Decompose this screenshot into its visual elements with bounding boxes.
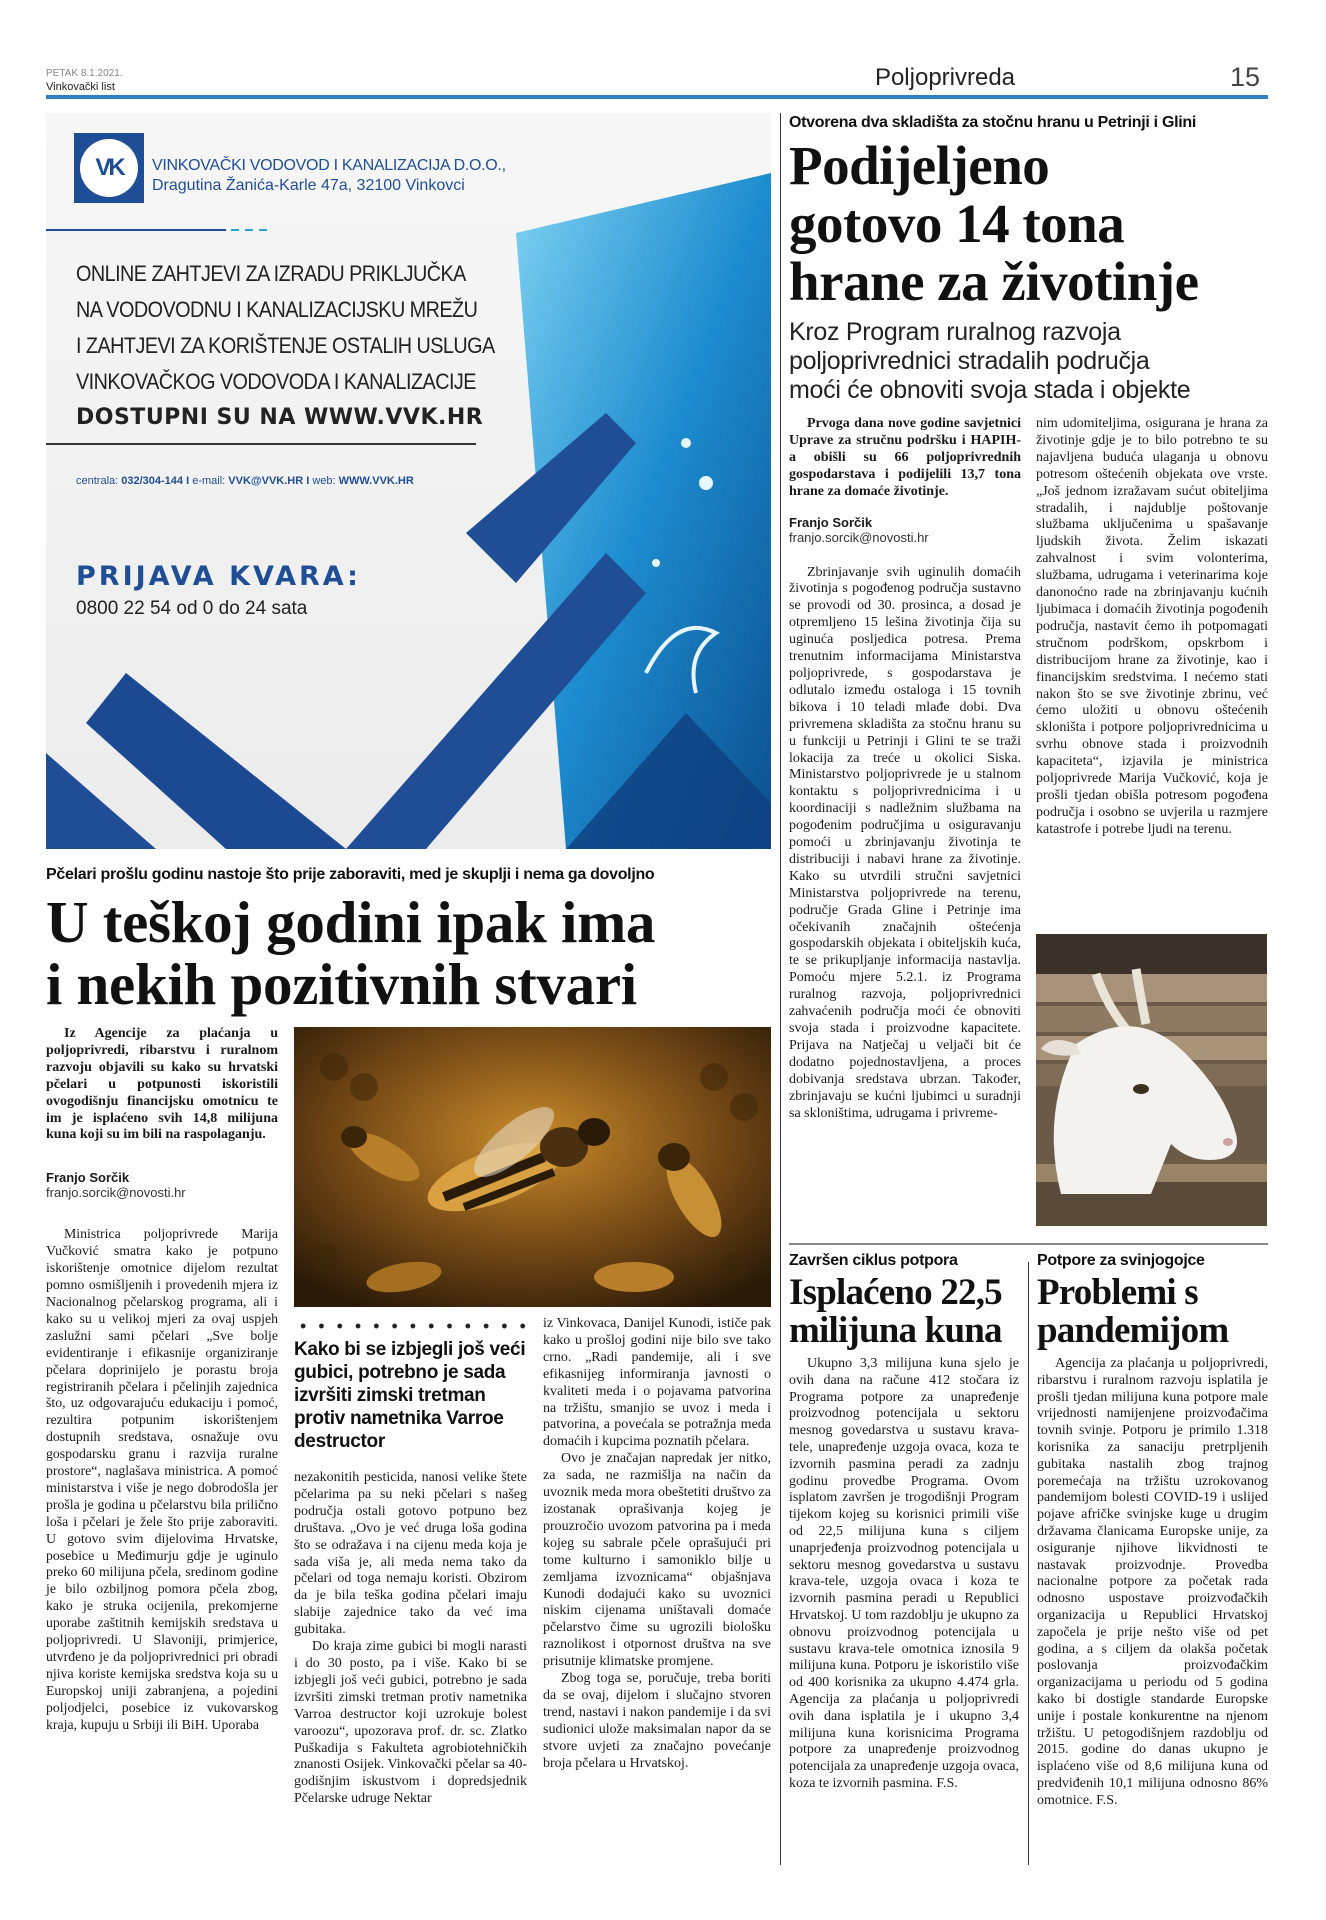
- email-link[interactable]: VVK@VVK.HR: [228, 475, 304, 487]
- brief-headline: Isplaćeno 22,5: [789, 1272, 1002, 1313]
- brief-kicker: Potpore za svinjogojce: [1037, 1252, 1205, 1269]
- separator: I: [183, 475, 193, 487]
- author-email[interactable]: franjo.sorcik@novosti.hr: [46, 1185, 186, 1201]
- ad-text-line: NA VODOVODNU I KANALIZACIJSKU MREŽU: [76, 297, 478, 322]
- article-paragraph: Zbog toga se, poručuje, treba boriti da se ovaj, dijelom i slučajno stvoren trend, nastavi i nakon pandemije i da svi sudionici ulože maksimalan napor da se stvore uvjeti za značajno povećanje broja pčelara u Hrvatskoj.: [543, 1671, 771, 1771]
- section-title: Poljoprivreda: [874, 64, 1016, 91]
- top-story-subheadline: Kroz Program ruralnog razvoja: [789, 318, 1121, 346]
- water-drop: [681, 438, 691, 448]
- bees-illustration: [294, 1027, 771, 1307]
- article-paragraph: Do kraja zime gubici bi mogli narasti i do 30 posto, pa i više. Kako bi se izbjegli još veći gubici, potrebno je sada izvršiti zimski tretman protiv nametnika Varroa destructor koji uzrokuje bolest varoozu“, upozorava prof. dr. sc. Zlatko Puškadija s Fakulteta agrobiotehničkih znanosti Osijek. Vinkovački pčelar sa 40-godišnjim iskustvom i dopredsjednik Pčelarske udruge Nektar: [294, 1639, 527, 1807]
- ad-rule: [46, 229, 226, 231]
- newspaper-name: Vinkovački list: [46, 81, 115, 93]
- bee-story-column-3: [543, 1316, 771, 1772]
- email-label: e-mail:: [192, 475, 229, 487]
- goat-illustration: [1036, 934, 1267, 1226]
- brief-kicker: Završen ciklus potpora: [789, 1252, 958, 1269]
- top-story-subheadline: moći će obnoviti svoja stada i objekte: [789, 376, 1191, 404]
- page-number: 15: [1230, 62, 1261, 92]
- article-paragraph: Zbrinjavanje svih uginulih domaćih životinja s pogođenog područja sustavno se provodi od 30. prosinca, a dosad je otpremljeno 15 lešina životinja čija su uginuća posljedica potresa. Prema trenutnim informacijama Ministarstva poljoprivrede, s gospodarstava je odlutalo između ostaloga i 15 tovnih bikova i 10 teladi mlađe dobi. Dva privremena skladišta za stočnu hranu su u funkciji u Petrinji i Glini te se traži lokacija za treće u okolici Siska. Ministarstvo poljoprivrede je u stalnom kontaktu s poljoprivrednicima i u koordinaciji s nadležnim službama na pogođenim područjima u osiguravanju pomoći u zbrinjavanju životinja te distribuciji i nabavi hrane za životinje. Kako su utvrdili stručni savjetnici Ministarstva poljoprivrede na terenu, područje Grada Gline i Petrinje ima očekivanih značajnih oštećenja gospodarskih objekata i obiteljskih kuća, te se prikupljanje informacija nastavlja. Pomoću mjere 5.2.1. iz Programa ruralnog razvoja, poljoprivrednici zahvaćenih područja moći će obnoviti svoja stada i proizvodne kapacitete. Prijava na Natječaj u veljači bit će dodatno pojednostavljena, a proces dobivanja sredstava ubrzan. Također, zbrinjavaju se kućni ljubimci u suradnji sa skloništima, udrugama i privreme-: [789, 564, 1021, 1121]
- ad-text-line: I ZAHTJEVI ZA KORIŠTENJE OSTALIH USLUGA: [76, 333, 495, 358]
- fault-report-phone: 0800 22 54 od 0 do 24 sata: [76, 598, 308, 619]
- brief-headline: Problemi s: [1037, 1272, 1198, 1313]
- author-name: Franjo Sorčik: [789, 514, 873, 530]
- top-story-kicker: Otvorena dva skladišta za stočnu hranu u Petrinji i Glini: [789, 114, 1197, 131]
- dotted-separator: [294, 1322, 527, 1330]
- ad-rule: [46, 443, 476, 445]
- article-paragraph: Ministrica poljoprivrede Marija Vučković smatra kako je potpuno iskorištenje omotnice dijelom rezultat pomno osmišljenih i provedenih mjera iz Nacionalnog pčelarskog programa, ali i kako su u velikoj mjeri za ovaj uspjeh zaslužni sami pčelari „Sve bolje evidentiranje i efikasnije organiziranje pčelara doprinijelo je porastu broja registriranih pčelara i pčelinjih zajednica što, uz odgovarajuću edukaciju i pomoć, rezultira potpunim iskorištenjem dostupnih sredstava, osnažuje ovu gospodarsku granu i razvija ruralne prostore“, naglašava ministrica. A pomoć ministarstva i više je nego dobrodošla jer prošla je godina u pčelarstvu bila prilično loša i pčelari je žele što prije zaboraviti. U gotovo svim dijelovima Hrvatske, posebice u Međimurju gdje je uginulo preko 60 milijuna pčela, sredinom godine je bilo ozbiljnog pomora pčela zbog, kako je struka ocijenila, prekomjerne uporabe zaštitnih kemijskih sredstava u poljoprivredi. U Slavoniji, primjerice, utvrđeno je da poljoprivrednici pri obradi njiva koriste kemijska sredstva koja su u Europskoj uniji zabranjena, a pojedini poljodjelci, posebice iz vukovarskog kraja, kupuju u Srbiji ili BiH. Uporaba: [46, 1226, 278, 1732]
- top-story-lead: Prvoga dana nove godine savjetnici Uprave za stručnu podršku i HAPIH-a obišli su 66 poljoprivrednih gospodarstava i podijelili 13,7 tona hrane za domaće životinje.: [789, 416, 1021, 499]
- top-story-headline: gotovo 14 tona: [789, 193, 1125, 254]
- ad-address: Dragutina Žanića-Karle 47a, 32100 Vinkovci: [152, 177, 465, 194]
- bees-photo: [294, 1027, 771, 1307]
- brief-body: [1037, 1356, 1268, 1810]
- bee-story-column-1: [46, 1026, 278, 1734]
- article-paragraph: Ovo je značajan napredak jer nitko, za sada, ne razmišlja na način da uvoznik meda mora obeštetiti društvo za izostanak oprašivanja kojeg je prouzročio uvozom patvorina pa i meda kojeg su sabrale pčele oprašujući pri tome kulturno i samoniklo bilje u zemljama izvoznicama“ objašnjava Kunodi dodajući kako su uvoznici niskim cijenama uništavali domaće pčelarstvo čime su ugrozili biološku raznolikost i otpornost društva na sve prisutnije klimatske promjene.: [543, 1451, 771, 1670]
- fault-report-title: PRIJAVA KVARA:: [76, 561, 361, 592]
- ad-company: VINKOVAČKI VODOVOD I KANALIZACIJA D.O.O.,: [152, 157, 506, 174]
- ad-text-line: ONLINE ZAHTJEVI ZA IZRADU PRIKLJUČKA: [76, 261, 466, 286]
- author-name: Franjo Sorčik: [46, 1170, 130, 1186]
- bee-story-headline: U teškoj godini ipak ima: [46, 889, 656, 955]
- brief-body: [789, 1356, 1019, 1793]
- issue-date: PETAK 8.1.2021.: [46, 68, 123, 79]
- separator: I: [303, 475, 313, 487]
- phone-label: centrala:: [76, 475, 122, 487]
- article-paragraph: nim udomiteljima, osigurana je hrana za životinje gdje je to bilo potrebno te su najavljena buduća ulaganja u obnovu potresom oštećenih objekata ove vrste. „Još jednom izražavam sućut obiteljima stradalih, i najdublje poštovanje službama uključenima u spašavanje ljudskih života. Želim iskazati zahvalnost i svim volonterima, službama, udrugama i veterinarima koje danonoćno rade na zbrinjavanju kućnih ljubimaca i domaćih životinja pogođenih područja, nastavit ćemo ih potpomagati stručnom podrškom, opskrbom i distribucijom hrane za životinje, kao i financijskim sredstvima. I nećemo stati nakon što se sve životinje zbrinu, već ćemo uložiti u obnovu oštećenih skloništa i potpore poljoprivrednicima u svrhu obnove stada i proizvodnih kapaciteta“, izjavila je ministrica poljoprivrede Marija Vučković, koja je prošli tjedan obišla potresom pogođena područja i osobno se uvjerila u razmjere katastrofe i potrebe ljudi na terenu.: [1036, 416, 1268, 837]
- brief-headline: pandemijom: [1037, 1310, 1229, 1351]
- top-story-subheadline: poljoprivrednici stradalih područja: [789, 347, 1150, 375]
- article-paragraph: Agencija za plaćanja u poljoprivredi, ribarstvu i ruralnom razvoju isplatila je prošli tjedan milijuna kuna potpore male vrijednosti namijenjene proizvođačima tovnih svinje. Potporu je primilo 1.318 korisnika za sanaciju pretrpljenih gubitaka nastalih zbog trajnog poremećaja na tržištu uzrokovanog pandemijom bolesti COVID-19 i uslijed pojave afričke svinjske kuge u drugim državama članicama Europske unije, za osiguranje njihove likvidnosti te nastavak proizvodnje. Provedba nacionalne potpore za početak rada odnosno uspostave proizvođačkih organizacija u Republici Hrvatskoj započela je prije nešto više od pet godina, a s ciljem da olakša početak poslovanja proizvođačkim organizacijama u periodu od 5 godina kako bi dostigle standarde Europske unije i postale konkurentne na njenom tržištu. U petogodišnjem razdoblju od 2015. godine do danas ukupno je isplaćeno više od 8,6 milijuna kuna od predviđenih 10,1 milijuna odnosno 86% omotnice. F.S.: [1037, 1356, 1268, 1808]
- column-divider: [780, 113, 781, 1865]
- vvk-logo: VK: [74, 133, 144, 203]
- ad-cta: DOSTUPNI SU NA WWW.VVK.HR: [76, 405, 484, 430]
- ad-rule-dashed: [231, 229, 271, 231]
- goat-photo: [1036, 934, 1267, 1226]
- section-divider: [789, 1243, 1268, 1245]
- phone-number[interactable]: 032/304-144: [121, 475, 184, 487]
- bee-story-column-2: [294, 1470, 527, 1808]
- header-rule: [46, 95, 1268, 99]
- bee-story-lead: Iz Agencije za plaćanja u poljoprivredi, ribarstvu i ruralnom razvoju objavili su kako su hrvatski pčelari u potpunosti iskoristili ovogodišnju financijsku omotnicu te im je isplaćeno svih 14,8 milijuna kuna koji su im bili na raspolaganju.: [46, 1026, 278, 1143]
- web-label: web:: [312, 475, 339, 487]
- web-link[interactable]: WWW.VVK.HR: [338, 475, 414, 487]
- author-email[interactable]: franjo.sorcik@novosti.hr: [789, 529, 929, 545]
- top-story-headline: Podijeljeno: [789, 135, 1050, 196]
- brief-headline: milijuna kuna: [789, 1310, 1002, 1351]
- bee-story-headline: i nekih pozitivnih stvari: [46, 951, 637, 1017]
- top-story-headline: hrane za životinje: [789, 251, 1199, 312]
- water-drop: [652, 559, 660, 567]
- advertisement-vvk[interactable]: [46, 113, 771, 849]
- article-paragraph: Ukupno 3,3 milijuna kuna sjelo je ovih dana na račune 412 stočara iz Programa potpore za unapređenje proizvodnog potencijala u sektoru mesnog govedarstva u sustavu krava-tele, unapređenje uzgoja ovaca, koza te izvornih pasmina peradi za zadnju godinu provedbe Programa. Ovom isplatom završen je trogodišnji Program tijekom kojeg su korisnici primili više od 22,5 milijuna kuna s ciljem unaprjeđenja proizvodnog potencijala u sektoru mesnog govedarstva u sustavu krava-tele, uzgoja ovaca i koza te izvornih pasmina peradi u Republici Hrvatskoj. U tom razdoblju je ukupno za obnovu proizvodnog potencijala u sustavu krava-tele omotnica iznosila 9 milijuna kuna. Potporu je iskoristilo više od 400 korisnika za ukupno 4.474 grla. Agencija za plaćanja u poljoprivredi ovih dana isplatila je i ukupno 3,4 milijuna kuna korisnicima Programa potpore za unapređenje proizvodnog potencijala za unapređenje uzgoja ovaca, koza te izvornih pasmina. F.S.: [789, 1356, 1019, 1791]
- top-story-column-2: [1036, 416, 1268, 839]
- bee-story-kicker: Pčelari prošlu godinu nastoje što prije zaboraviti, med je skuplji i nema ga dovoljno: [46, 866, 655, 883]
- article-paragraph: nezakonitih pesticida, nanosi velike štete pčelarima pa su neki pčelari s našeg područja ostali gotovo potpuno bez društava. „Ovo je već druga loša godina što se odražava i na cijenu meda koja je sada viša je, ali meda nema tako da pčelari od toga nemaju koristi. Obzirom da je bila teška godina pčelari imaju slabije zajednice tako da već ima gubitaka.: [294, 1470, 527, 1638]
- ad-contact: [76, 475, 414, 487]
- top-story-column-1: [789, 416, 1021, 1122]
- article-paragraph: iz Vinkovaca, Danijel Kunodi, ističe pak kako u prošloj godini nije bilo sve tako crno. „Radi pandemije, ali i sve efikasnijeg informiranja javnosti o kvaliteti meda i o pojavama patvorina na tržištu, smanjio se uvoz i meda i patvorina, a povećala se potražnja meda domaćih i kupcima poznatih pčelara.: [543, 1316, 771, 1450]
- ad-text-line: VINKOVAČKOG VODOVODA I KANALIZACIJE: [76, 369, 476, 394]
- column-divider: [1028, 1262, 1029, 1865]
- water-drop: [699, 476, 713, 490]
- pull-quote: Kako bi se izbjegli još veći gubici, potrebno je sada izvršiti zimski tretman protiv nametnika Varroe destructor: [294, 1339, 526, 1452]
